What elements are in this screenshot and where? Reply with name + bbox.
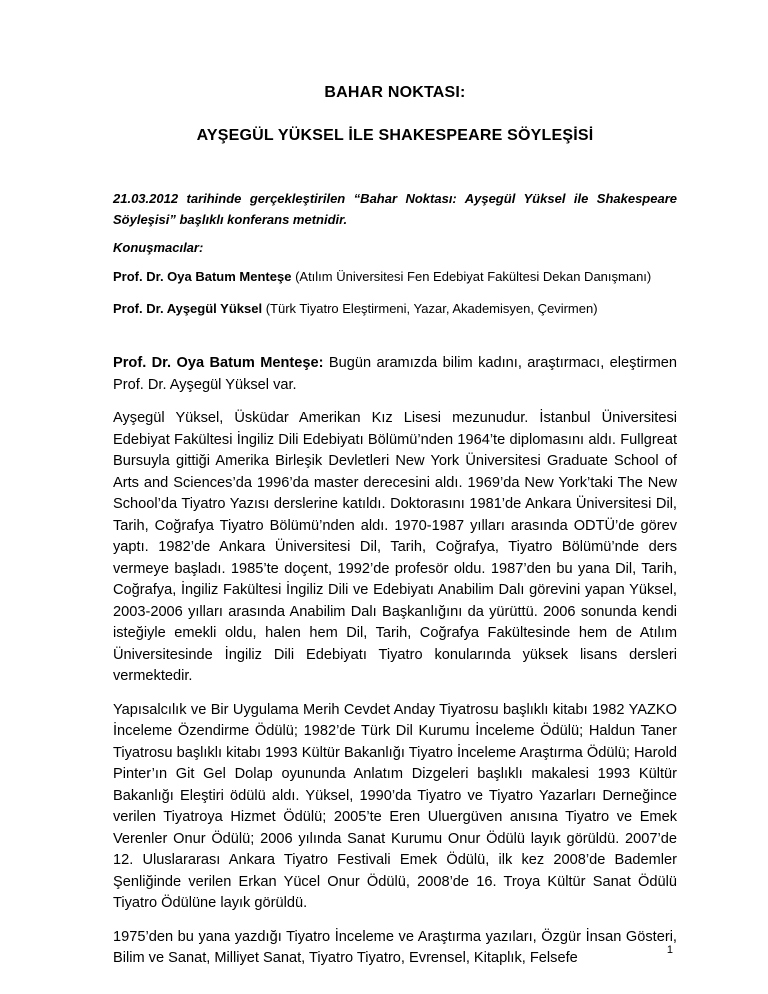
speaker-name: Prof. Dr. Ayşegül Yüksel xyxy=(113,301,263,316)
intro-note: 21.03.2012 tarihinde gerçekleştirilen “Bahar Noktası: Ayşegül Yüksel ile Shakespeare Söyleşisi” başlıklı konferans metnidir. xyxy=(113,191,677,227)
document-subtitle: AYŞEGÜL YÜKSEL İLE SHAKESPEARE SÖYLEŞİSİ xyxy=(196,127,594,144)
speaker-role: (Atılım Üniversitesi Fen Edebiyat Fakültesi Dekan Danışmanı) xyxy=(291,269,652,284)
speaker-role: (Türk Tiyatro Eleştirmeni, Yazar, Akademisyen, Çevirmen) xyxy=(262,301,598,316)
paragraph-speaker: Prof. Dr. Oya Batum Menteşe: xyxy=(113,355,324,371)
body-paragraph: Ayşegül Yüksel, Üsküdar Amerikan Kız Lisesi mezunudur. İstanbul Üniversitesi Edebiyat Fakültesi İngiliz Dili Edebiyatı Bölümü’nden 1964’te diplomasını aldı. Fullgreat Bursuyla gittiği Amerika Birleşik Devletleri New York Üniversitesi Graduate School of Arts and Sciences’da 1996’da master derecesini aldı. 1969’da New York’taki The New School’da Tiyatro Yazısı derslerine katıldı. Doktorasını 1981’de Ankara Üniversitesi Dil, Tarih, Coğrafya Tiyatro Bölümü’nden aldı. 1970-1987 yılları arasında ODTÜ’de görev yaptı. 1982’de Ankara Üniversitesi Dil, Tarih, Coğrafya, Tiyatro Bölümü’nde ders vermeye başladı. 1985’te doçent, 1992’de profesör oldu. 1987’den bu yana Dil, Tarih, Coğrafya, İngiliz Fakültesi İngiliz Dili ve Edebiyatı Anabilim Dalı görevini yapan Yüksel, 2003-2006 yılları arasında Anabilim Dalı Başkanlığını da yürüttü. 2006 sonunda kendi isteğiyle emekli oldu, halen hem Dil, Tarih, Coğrafya Fakültesinde hem de Atılım Üniversitesinde İngiliz Dili Edebiyatı Tiyatro konularında yüksek lisans dersleri vermektedir. xyxy=(113,410,677,684)
speaker-name: Prof. Dr. Oya Batum Menteşe xyxy=(113,269,292,284)
body-paragraph: Yapısalcılık ve Bir Uygulama Merih Cevdet Anday Tiyatrosu başlıklı kitabı 1982 YAZKO İnceleme Özendirme Ödülü; 1982’de Türk Dil Kurumu İnceleme Ödülü; Haldun Taner Tiyatrosu başlıklı kitabı 1993 Kültür Bakanlığı Tiyatro İnceleme Araştırma Ödülü; Harold Pinter’ın Git Gel Dolap oyununda Anlatım Dizgeleri başlıklı makalesi 1993 Kültür Bakanlığı Eleştiri ödülü aldı. Yüksel, 1990’da Tiyatro ve Tiyatro Yazarları Derneğince verilen Tiyatroya Hizmet Ödülü; 2005’te Eren Uluergüven anısına Tiyatro ve Emek Verenler Onur Ödülü; 2006 yılında Sanat Kurumu Onur Ödülü layık görüldü. 2007’de 12. Uluslararası Ankara Tiyatro Festivali Emek Ödülü, ilk kez 2008’de Bademler Şenliğinde verilen Erkan Yücel Onur Ödülü, 2008’de 16. Troya Kültür Sanat Ödülü Tiyatro Ödülüne layık görüldü. xyxy=(113,701,677,911)
speakers-label: Konuşmacılar: xyxy=(113,240,204,255)
body-paragraph: 1975’den bu yana yazdığı Tiyatro İnceleme ve Araştırma yazıları, Özgür İnsan Gösteri, Bilim ve Sanat, Milliyet Sanat, Tiyatro Tiyatro, Evrensel, Kitaplık, Felsefe xyxy=(113,928,677,966)
body-paragraph xyxy=(113,353,677,396)
speaker-entry xyxy=(113,298,677,319)
paragraph-text: Bugün aramızda bilim kadını, araştırmacı, eleştirmen Prof. Dr. Ayşegül Yüksel var. xyxy=(113,355,677,393)
document-title: BAHAR NOKTASI: xyxy=(324,84,466,101)
page-number: 1 xyxy=(666,944,673,956)
speaker-entry xyxy=(113,266,677,287)
document-content xyxy=(113,76,677,970)
